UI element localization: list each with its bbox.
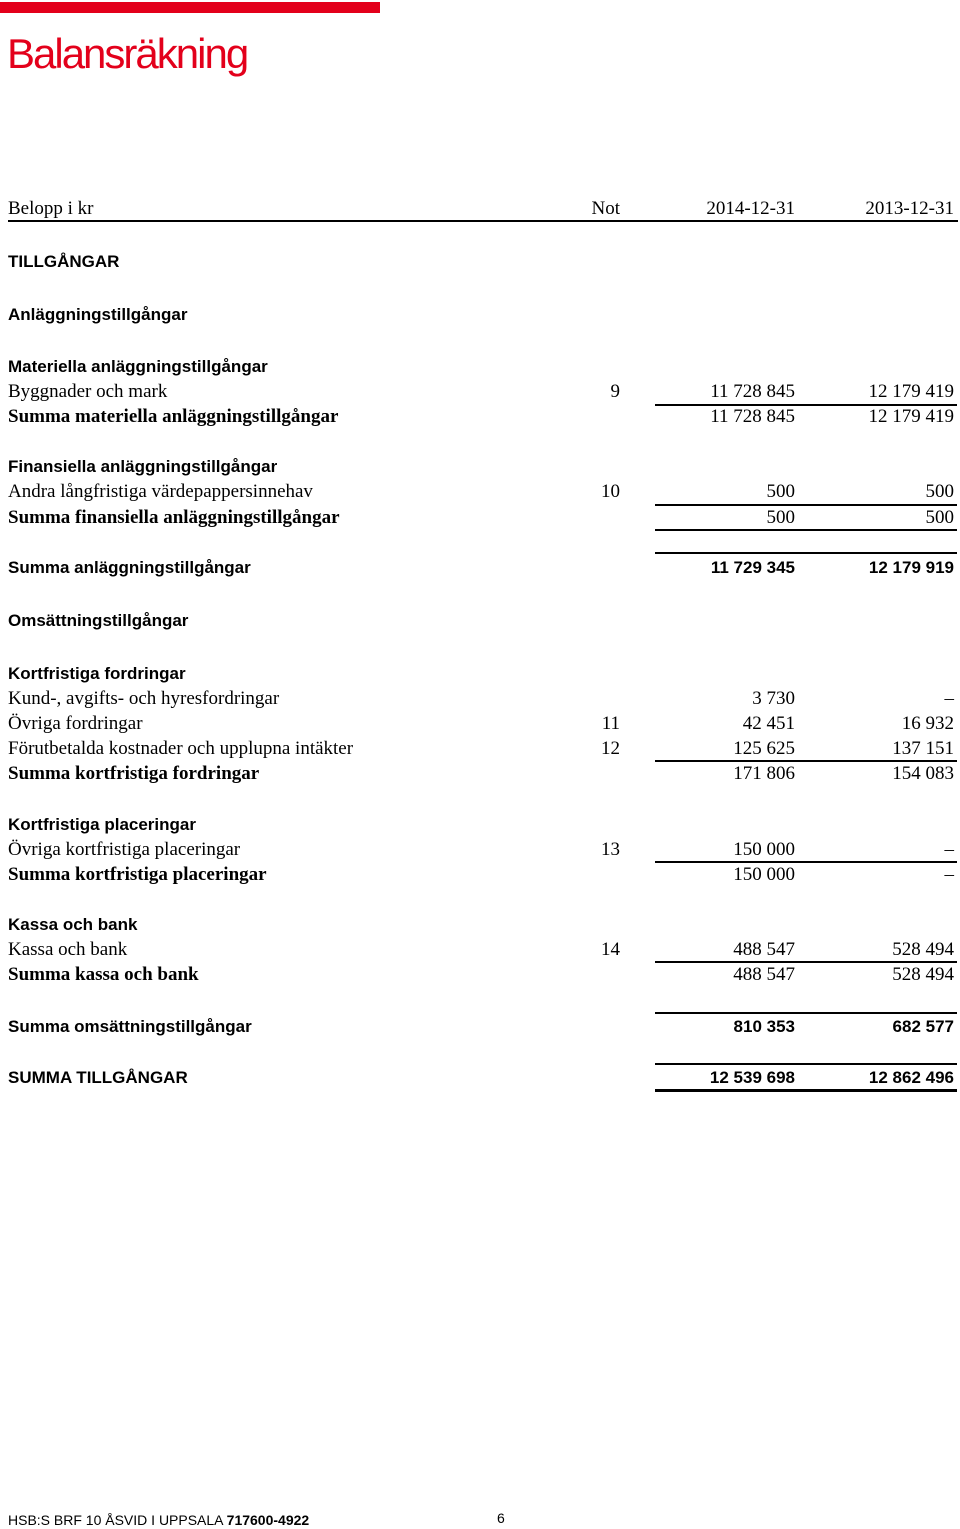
row-value-2014: 12 539 698 (709, 1068, 795, 1087)
row-value-2014: 11 728 845 (710, 406, 795, 427)
grand-total-row (0, 1066, 960, 1090)
subtotal-row (0, 405, 960, 429)
section-heading (0, 355, 960, 379)
subtotal-line (655, 529, 957, 531)
total-row (0, 556, 960, 580)
page-title: Balansräkning (7, 30, 248, 77)
row-value-2014: 500 (766, 507, 795, 528)
table-row (0, 687, 960, 711)
page-number: 6 (497, 1510, 505, 1526)
row-label: Summa kortfristiga placeringar (8, 864, 267, 885)
heading-omsattningstillgangar: Omsättningstillgångar (8, 611, 189, 630)
row-value-2014: 171 806 (733, 763, 795, 784)
grand-total-double-line (655, 1089, 957, 1092)
col-2014-header: 2014-12-31 (706, 198, 795, 219)
footer-org-number: 717600-4922 (226, 1512, 310, 1528)
total-line (655, 1012, 957, 1014)
heading-kassa-och-bank: Kassa och bank (8, 915, 138, 934)
row-label: Kassa och bank (8, 939, 128, 960)
row-label: Summa materiella anläggningstillgångar (8, 406, 339, 427)
subtotal-row (0, 762, 960, 786)
row-value-2014: 3 730 (752, 688, 795, 709)
total-row (0, 1015, 960, 1039)
subtotal-row (0, 863, 960, 887)
row-value-2014: 125 625 (733, 738, 795, 759)
subtotal-row (0, 506, 960, 530)
row-value-2013: 528 494 (892, 939, 954, 960)
amount-unit-label: Belopp i kr (8, 198, 94, 219)
row-label: Summa omsättningstillgångar (8, 1017, 252, 1036)
section-heading (0, 913, 960, 937)
heading-kortfristiga-placeringar: Kortfristiga placeringar (8, 815, 196, 834)
row-note: 11 (601, 713, 620, 734)
row-label: Andra långfristiga värdepappersinnehav (8, 481, 313, 502)
row-value-2013: – (944, 688, 954, 709)
table-row (0, 712, 960, 736)
col-2013-header: 2013-12-31 (865, 198, 954, 219)
heading-tillgangar: TILLGÅNGAR (8, 252, 120, 271)
row-value-2013: – (944, 839, 954, 860)
row-value-2014: 150 000 (733, 864, 795, 885)
footer-org-name: HSB:S BRF 10 ÅSVID I UPPSALA (8, 1512, 223, 1528)
table-row (0, 380, 960, 404)
row-label: Summa anläggningstillgångar (8, 558, 251, 577)
row-label: Summa kortfristiga fordringar (8, 763, 260, 784)
section-heading (0, 813, 960, 837)
row-note: 10 (601, 481, 620, 502)
heading-kortfristiga-fordringar: Kortfristiga fordringar (8, 664, 186, 683)
table-row (0, 480, 960, 504)
row-label: Övriga fordringar (8, 713, 143, 734)
footer-organization (8, 1512, 309, 1528)
table-row (0, 938, 960, 962)
row-note: 14 (601, 939, 620, 960)
row-value-2014: 42 451 (742, 713, 795, 734)
row-value-2013: 12 862 496 (868, 1068, 954, 1087)
row-note: 13 (601, 839, 620, 860)
row-value-2014: 150 000 (733, 839, 795, 860)
row-value-2013: 12 179 919 (868, 558, 954, 577)
row-value-2013: 528 494 (892, 964, 954, 985)
table-row (0, 838, 960, 862)
row-label: Summa kassa och bank (8, 964, 199, 985)
row-value-2014: 11 728 845 (710, 381, 795, 402)
row-note: 9 (610, 381, 620, 402)
section-heading (0, 250, 960, 274)
grand-total-line (655, 1063, 957, 1065)
row-value-2013: 16 932 (901, 713, 954, 734)
row-value-2014: 810 353 (733, 1017, 795, 1036)
row-label: Övriga kortfristiga placeringar (8, 839, 241, 860)
heading-materiella: Materiella anläggningstillgångar (8, 357, 268, 376)
header-underline (8, 220, 958, 222)
row-value-2013: – (944, 864, 954, 885)
section-heading (0, 609, 960, 633)
subtotal-row (0, 963, 960, 987)
section-heading (0, 303, 960, 327)
row-value-2014: 488 547 (733, 964, 795, 985)
row-value-2013: 500 (925, 481, 954, 502)
row-value-2013: 137 151 (892, 738, 954, 759)
column-header-row (0, 197, 960, 221)
row-value-2014: 488 547 (733, 939, 795, 960)
row-label: SUMMA TILLGÅNGAR (8, 1068, 188, 1087)
row-value-2014: 500 (766, 481, 795, 502)
row-value-2013: 682 577 (892, 1017, 954, 1036)
section-heading (0, 662, 960, 686)
total-line (655, 552, 957, 554)
row-value-2013: 12 179 419 (868, 406, 954, 427)
note-column-header: Not (591, 198, 620, 219)
row-label: Byggnader och mark (8, 381, 168, 402)
row-value-2014: 11 729 345 (710, 558, 795, 577)
row-value-2013: 500 (925, 507, 954, 528)
table-row (0, 737, 960, 761)
row-value-2013: 154 083 (892, 763, 954, 784)
row-note: 12 (601, 738, 620, 759)
row-label: Summa finansiella anläggningstillgångar (8, 507, 340, 528)
heading-anlaggningstillgangar: Anläggningstillgångar (8, 305, 188, 324)
section-heading (0, 455, 960, 479)
header-red-bar (0, 2, 380, 13)
row-label: Kund-, avgifts- och hyresfordringar (8, 688, 280, 709)
row-label: Förutbetalda kostnader och upplupna intäkter (8, 738, 354, 759)
heading-finansiella: Finansiella anläggningstillgångar (8, 457, 278, 476)
row-value-2013: 12 179 419 (868, 381, 954, 402)
